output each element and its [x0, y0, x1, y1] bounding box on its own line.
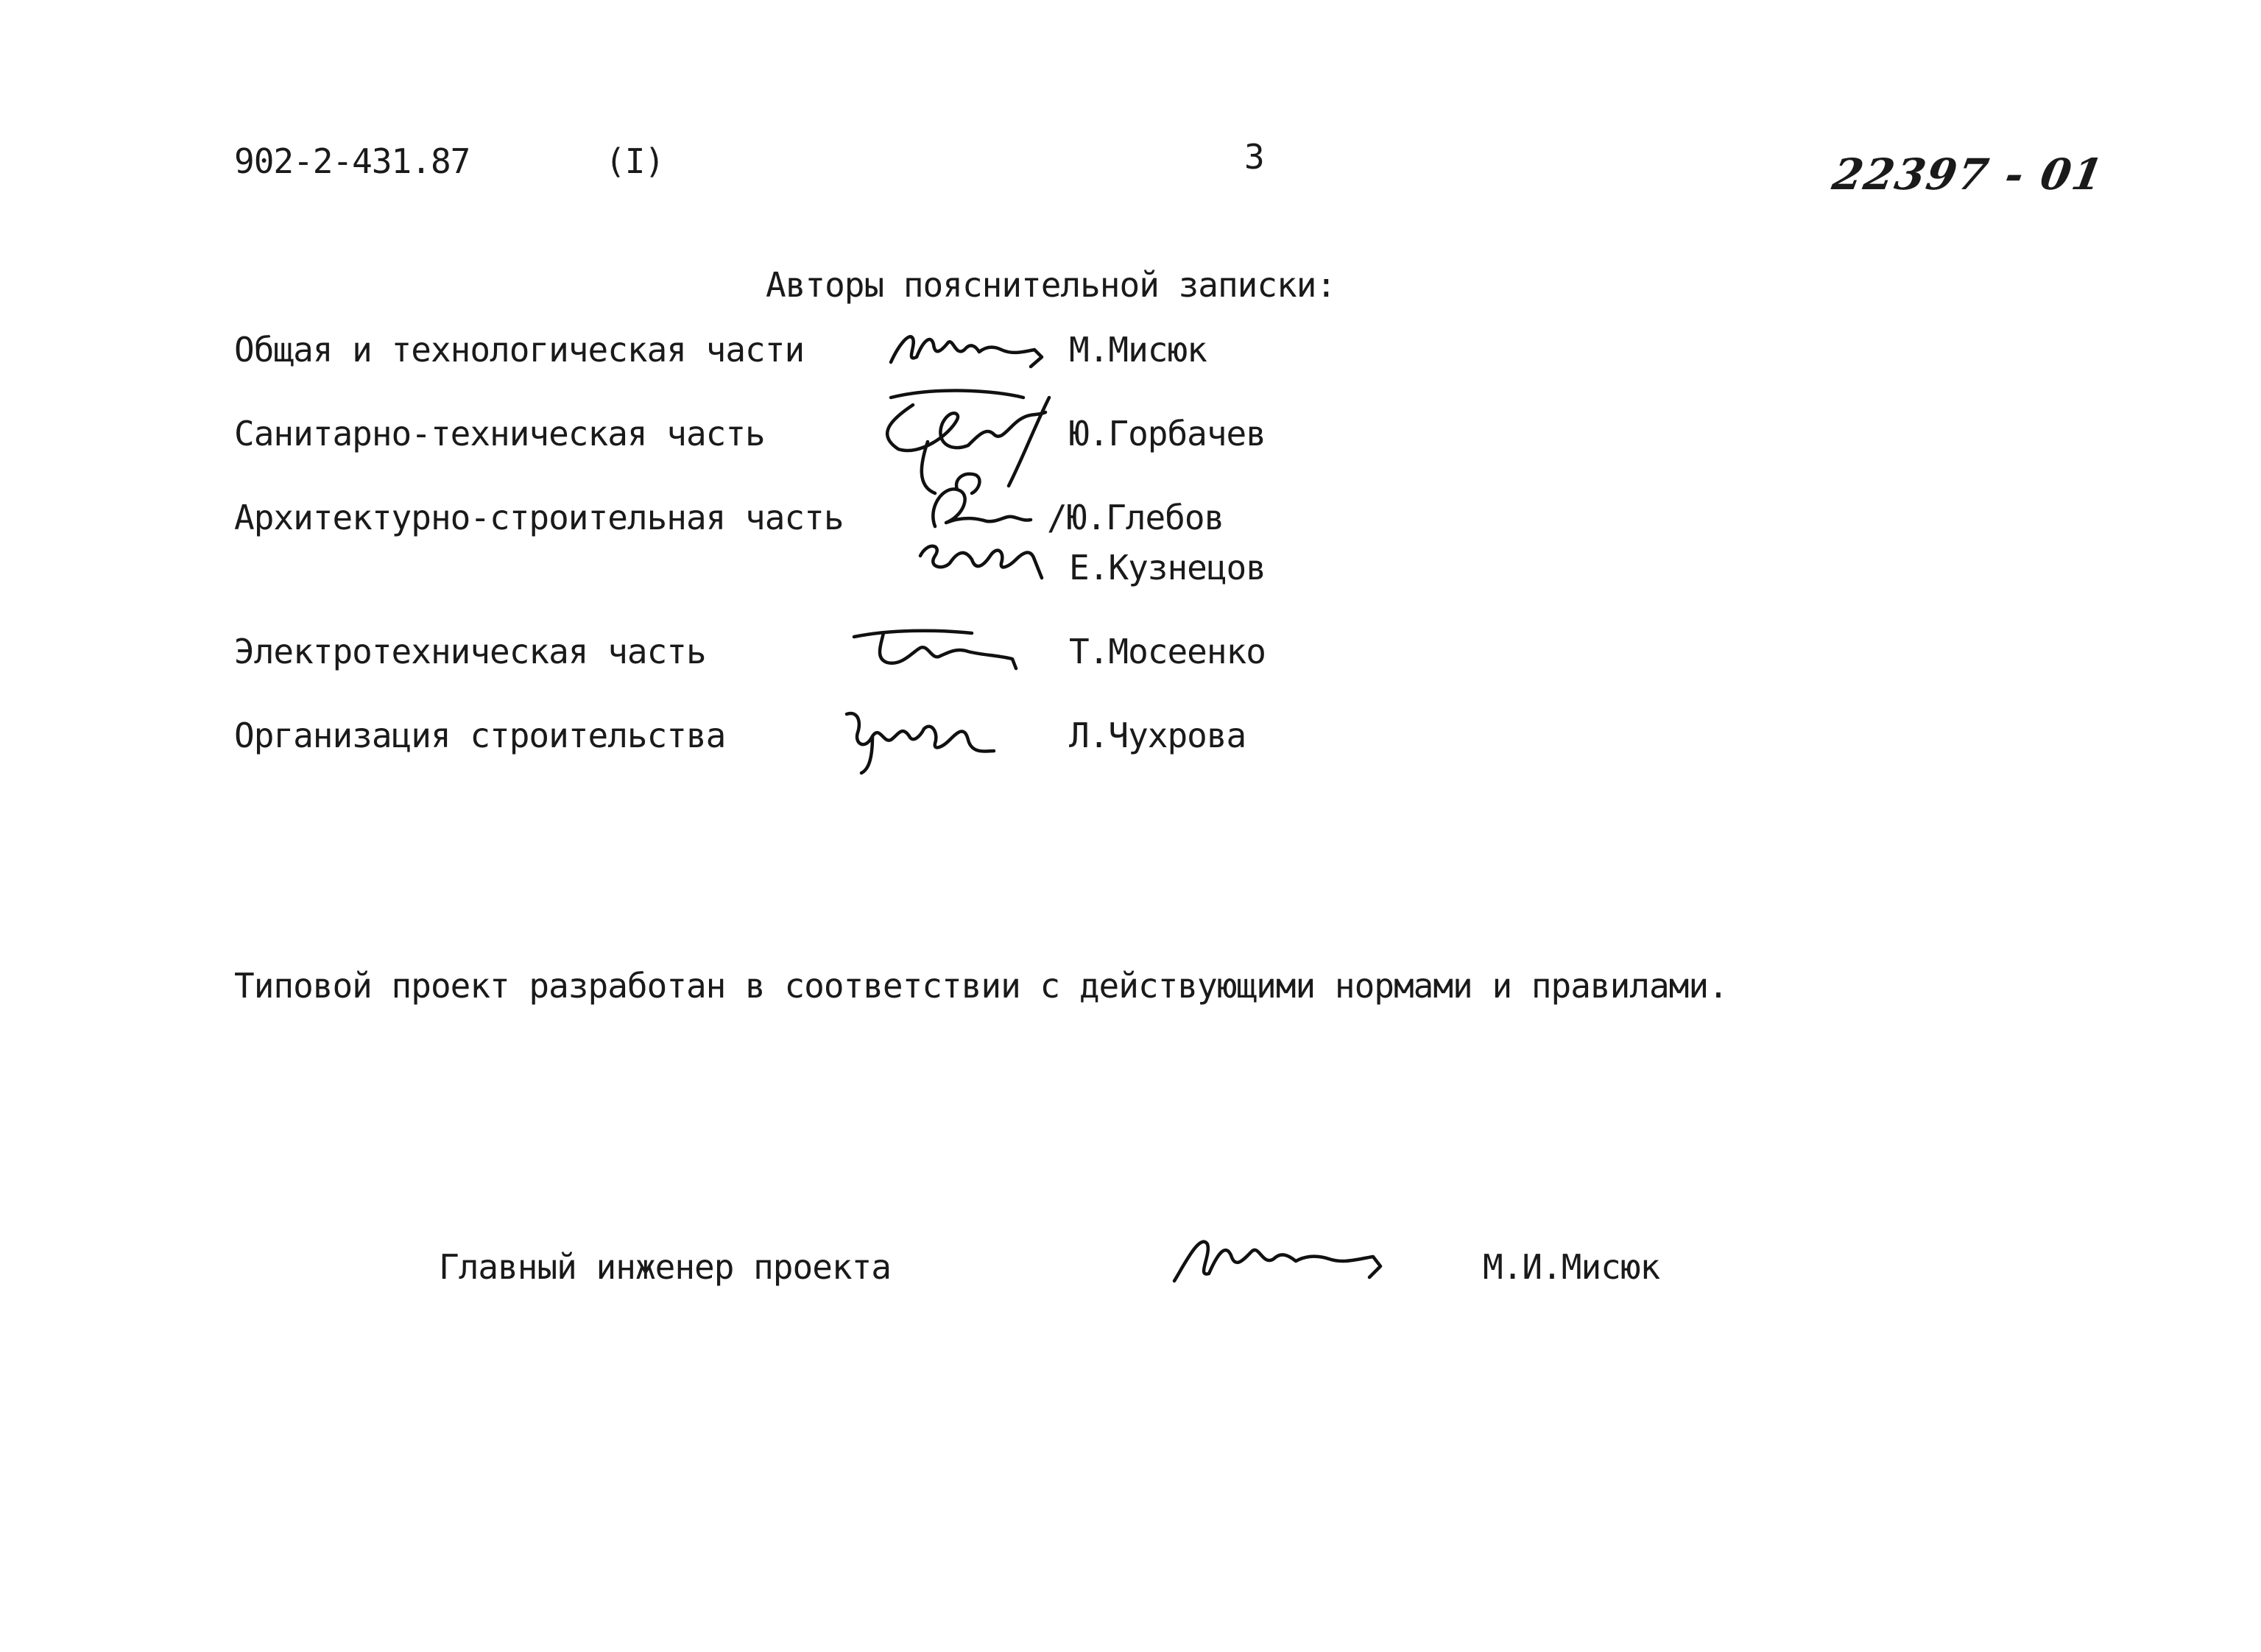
author-name-kuznetsov: Е.Кузнецов: [1069, 548, 1266, 587]
author-name-chukhrova: Л.Чухрова: [1069, 716, 1246, 755]
chief-engineer-label: Главный инженер проекта: [439, 1247, 891, 1287]
section-label-general: Общая и технологическая части: [234, 330, 805, 370]
section-label-construction: Организация строительства: [234, 716, 726, 755]
section-label-sanitary: Санитарно-техническая часть: [234, 414, 765, 453]
document-code: 902-2-431.87: [234, 141, 470, 181]
author-name-glebov: /Ю.Глебов: [1047, 498, 1224, 537]
section-label-architecture: Архитектурно-строительная часть: [234, 498, 844, 537]
signature-misyuk: [883, 317, 1060, 375]
part-number: (I): [605, 141, 665, 181]
compliance-statement: Типовой проект разработан в соответствии с действующими нормами и правилами.: [234, 966, 1728, 1006]
signature-chief-engineer: [1163, 1218, 1399, 1292]
author-name-gorbachev: Ю.Горбачев: [1069, 414, 1266, 453]
handwritten-reference: 22397 - 01: [1829, 149, 2108, 200]
author-name-misyuk: М.Мисюк: [1069, 330, 1207, 370]
chief-engineer-name: М.И.Мисюк: [1483, 1247, 1660, 1287]
signature-kuznetsov: [906, 526, 1053, 593]
section-label-electrical: Электротехническая часть: [234, 632, 706, 671]
signature-moseenko: [847, 618, 1023, 677]
signature-chukhrova: [839, 699, 1001, 780]
authors-title: Авторы пояснительной записки:: [766, 265, 1336, 305]
author-name-moseenko: Т.Мосеенко: [1069, 632, 1266, 671]
page-number: 3: [1244, 137, 1264, 177]
